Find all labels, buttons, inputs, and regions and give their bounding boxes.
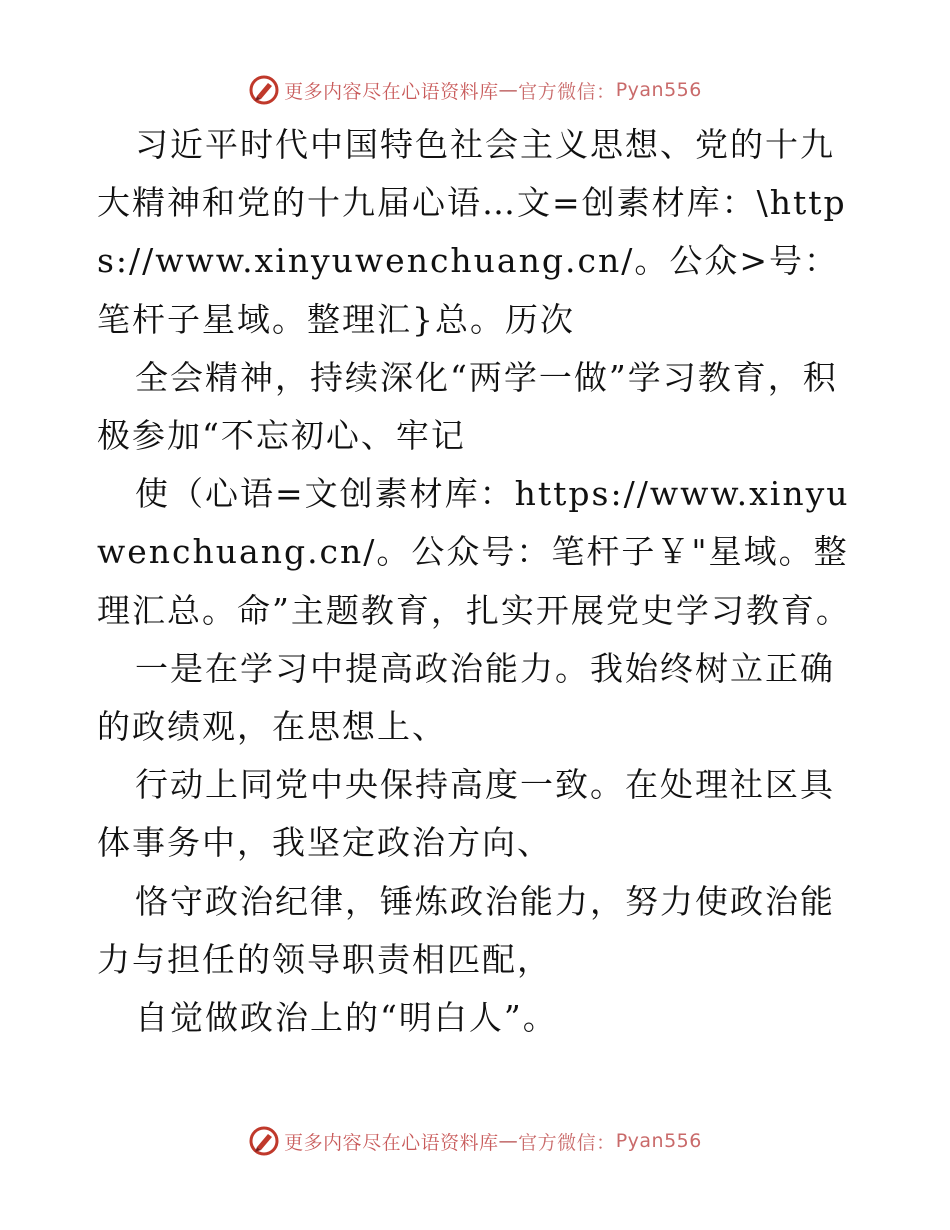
watermark-label: 官方微信： (518, 80, 616, 103)
paragraph: 使（心语=文创素材库：https://www.xinyuwenchuang.cn/。公众号：笔杆子￥"星域。整理汇总。命”主题教育，扎实开展党史学习教育。 (97, 474, 851, 630)
footer-watermark (0, 1124, 950, 1158)
paragraph: 一是在学习中提高政治能力。我始终树立正确的政绩观，在思想上、 (97, 648, 835, 747)
watermark-main-text: 更多内容尽在心语资料库 (284, 80, 499, 103)
pen-circle-logo-icon (248, 1125, 280, 1157)
watermark-main-text: 更多内容尽在心语资料库 (284, 1131, 499, 1154)
paragraph: 习近平时代中国特色社会主义思想、党的十九大精神和党的十九届心语…文=创素材库：\https://www.xinyuwenchuang.cn/。公众>号：笔杆子星域。整理汇}总。历次 (97, 125, 847, 339)
paragraph: 全会精神，持续深化“两学一做”学习教育，积极参加“不忘初心、牢记 (97, 357, 838, 456)
pen-circle-logo-icon (248, 74, 280, 106)
watermark-separator: — (498, 1130, 519, 1152)
header-watermark (0, 73, 950, 107)
watermark-label: 官方微信： (518, 1131, 616, 1154)
watermark-wechat-id: Pyan556 (615, 79, 702, 101)
document-body (97, 116, 859, 1047)
watermark-separator: — (498, 79, 519, 101)
watermark-wechat-id: Pyan556 (615, 1130, 702, 1152)
paragraph: 自觉做政治上的“明白人”。 (135, 998, 558, 1038)
paragraph: 行动上同党中央保持高度一致。在处理社区具体事务中，我坚定政治方向、 (97, 765, 835, 863)
paragraph: 恪守政治纪律，锤炼政治能力，努力使政治能力与担任的领导职责相匹配， (97, 881, 835, 979)
